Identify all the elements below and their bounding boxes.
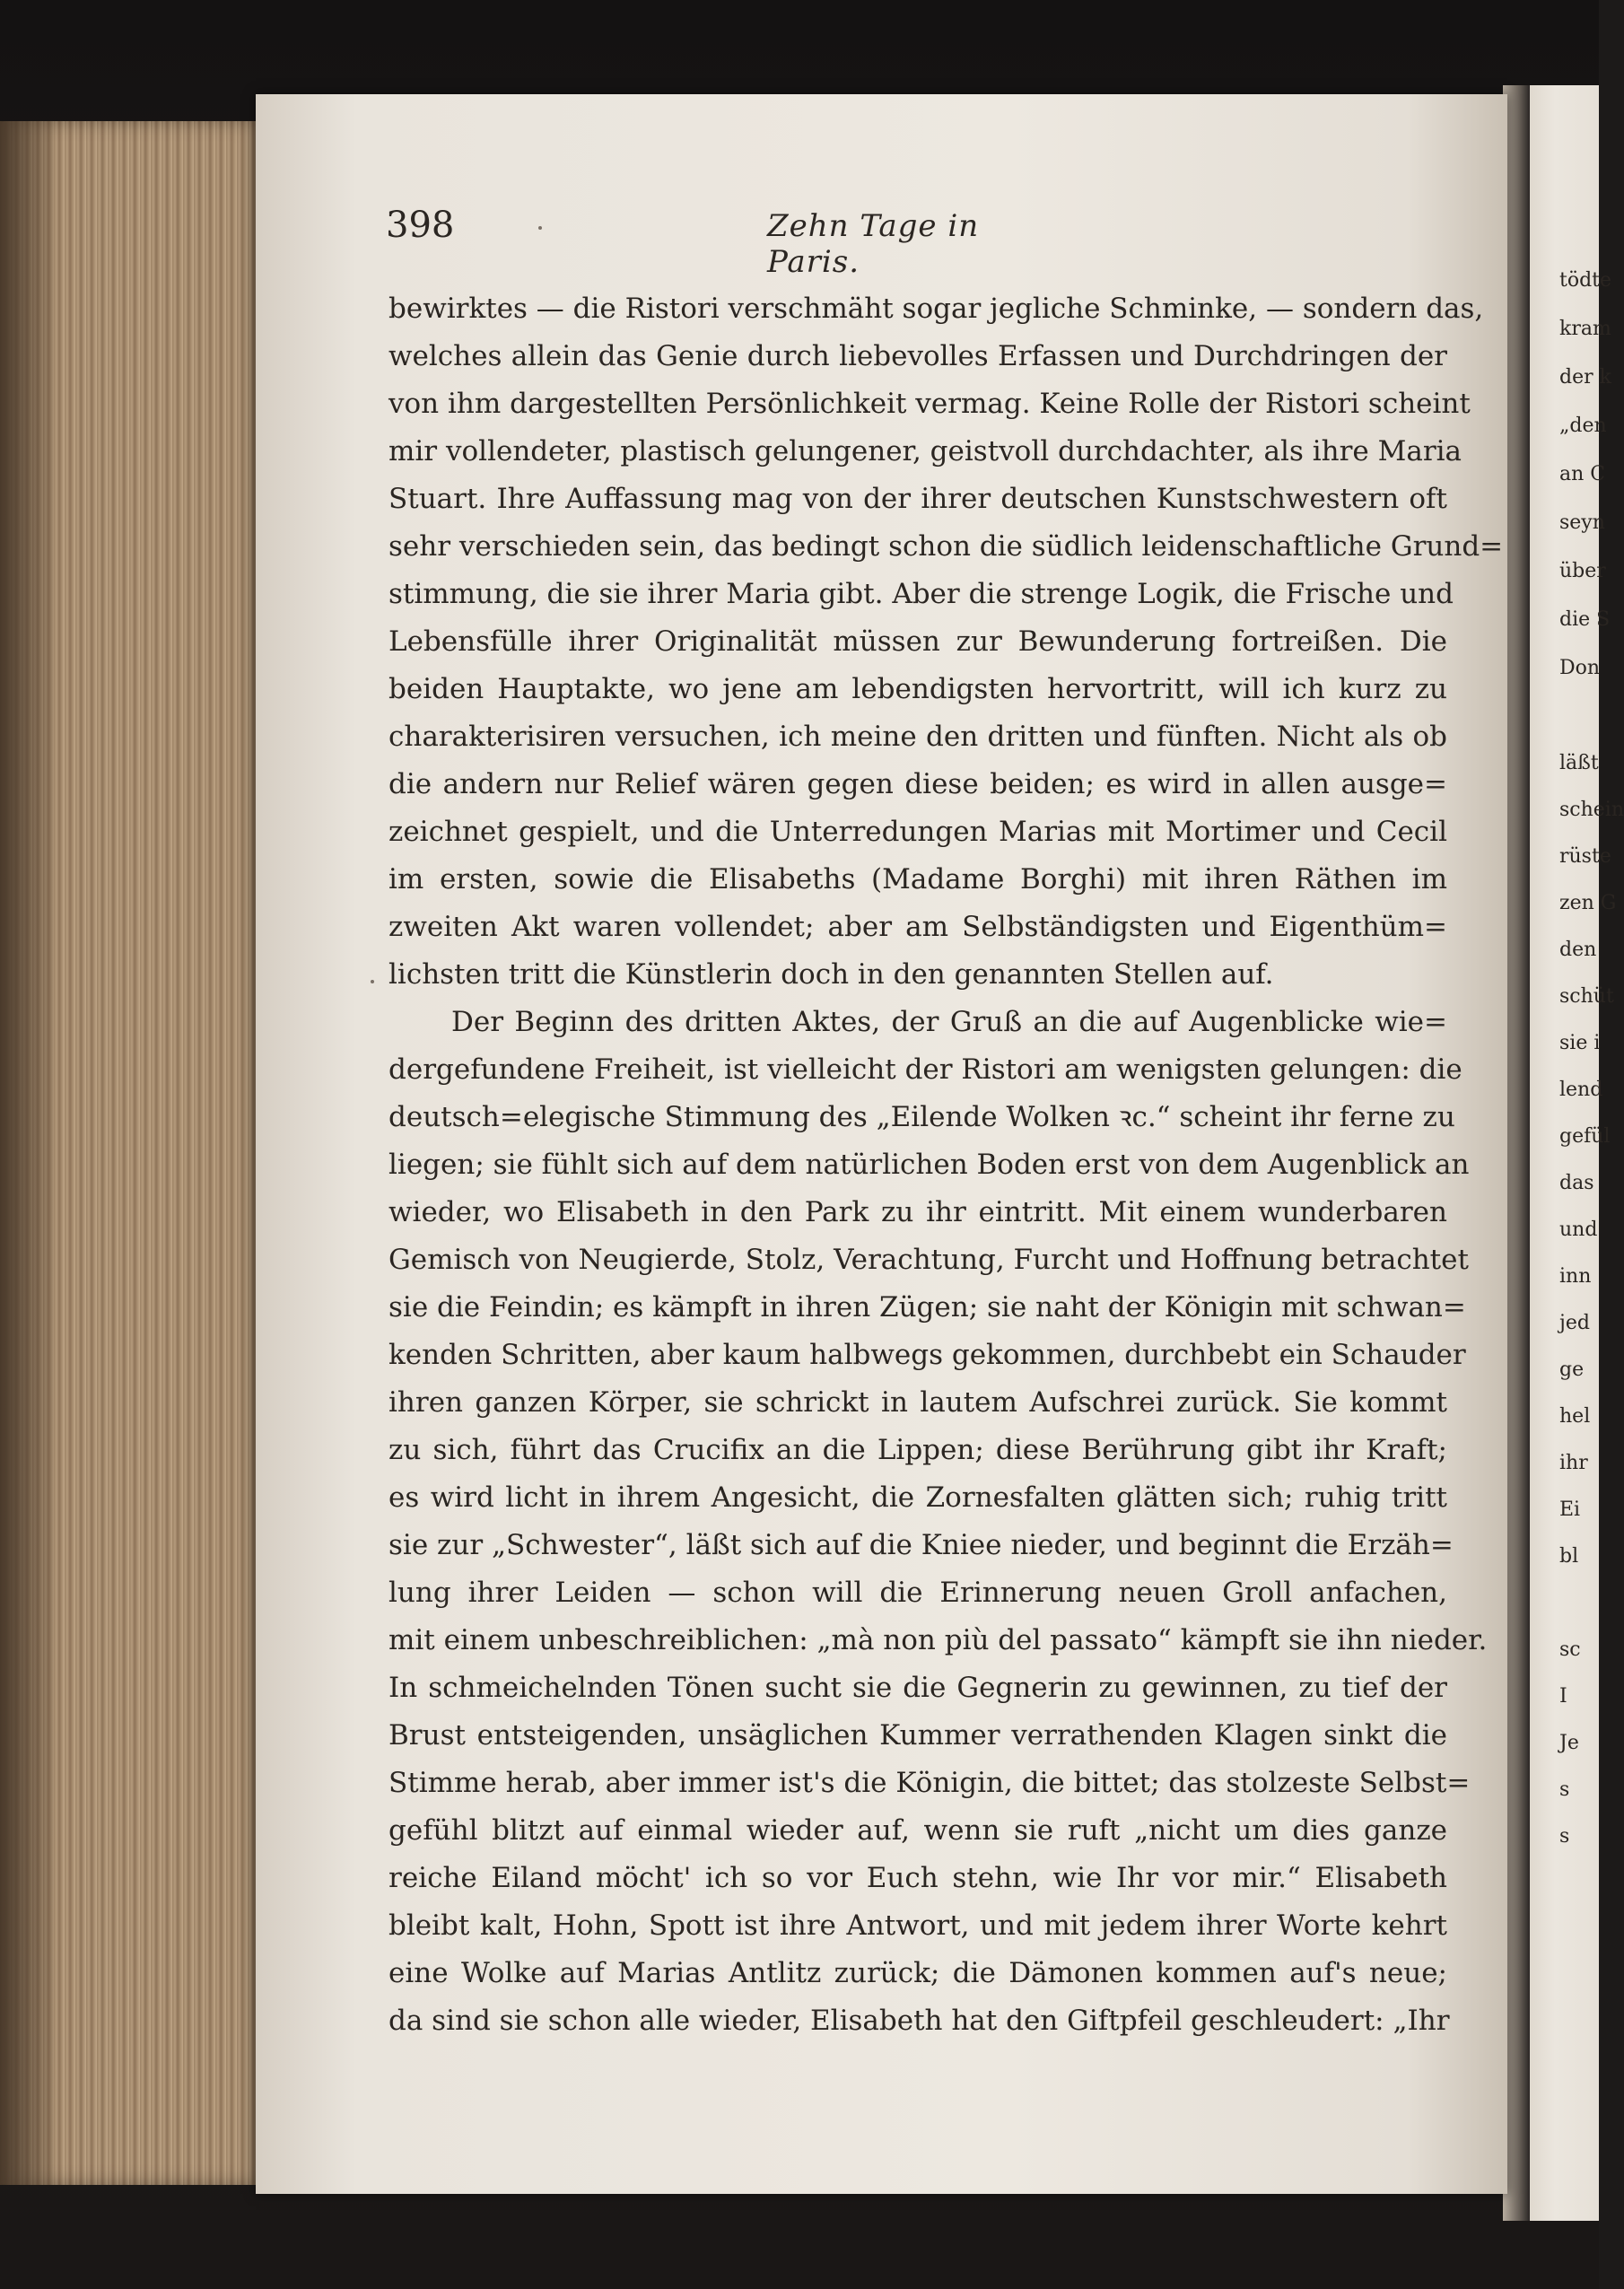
text-line: im ersten, sowie die Elisabeths (Madame Borghi) mit ihren Räthen im: [389, 863, 1447, 896]
page-header: [386, 205, 1054, 280]
page-edges-shadow: [0, 121, 54, 2185]
facing-text-fragment: an C: [1559, 463, 1606, 485]
text-line: zu sich, führt das Crucifix an die Lippen; diese Berührung gibt ihr Kraft;: [389, 1434, 1447, 1466]
text-line: reiche Eiland möcht' ich so vor Euch stehn, wie Ihr vor mir.“ Elisabeth: [389, 1862, 1447, 1894]
text-line: Lebensfülle ihrer Originalität müssen zur Bewunderung fortreißen. Die: [389, 625, 1447, 658]
facing-text-fragment: [1559, 705, 1599, 752]
page-number: 398: [386, 205, 455, 246]
facing-text-fragment: rüste: [1559, 845, 1611, 868]
running-title: Zehn Tage in Paris.: [767, 208, 980, 280]
text-line: liegen; sie fühlt sich auf dem natürlichen Boden erst von dem Augenblick an: [389, 1149, 1470, 1181]
facing-text-fragment: läßt: [1559, 752, 1599, 774]
text-line: Der Beginn des dritten Aktes, der Gruß an die auf Augenblicke wie=: [451, 1006, 1447, 1038]
text-line: lung ihrer Leiden — schon will die Erinnerung neuen Groll anfachen,: [389, 1577, 1447, 1609]
facing-text-fragment: Ei: [1559, 1498, 1581, 1521]
print-speck: [371, 980, 374, 983]
facing-text-fragment: bl: [1559, 1545, 1579, 1568]
text-line: ihren ganzen Körper, sie schrickt in lautem Aufschrei zurück. Sie kommt: [389, 1386, 1447, 1419]
text-line: wieder, wo Elisabeth in den Park zu ihr eintritt. Mit einem wunderbaren: [389, 1196, 1447, 1228]
text-line: Brust entsteigenden, unsäglichen Kummer verrathenden Klagen sinkt die: [389, 1719, 1447, 1752]
facing-text-fragment: gefül: [1559, 1125, 1611, 1148]
facing-text-fragment: über: [1559, 560, 1606, 582]
text-line: kenden Schritten, aber kaum halbwegs gekommen, durchbebt ein Schauder: [389, 1339, 1466, 1371]
body-text: [389, 285, 1504, 2045]
facing-text-fragment: I: [1559, 1685, 1567, 1708]
facing-text-fragment: die S: [1559, 608, 1611, 631]
text-line: es wird licht in ihrem Angesicht, die Zornesfalten glätten sich; ruhig tritt: [389, 1481, 1447, 1514]
text-line: da sind sie schon alle wieder, Elisabeth hat den Giftpfeil geschleudert: „Ihr: [389, 2005, 1450, 2037]
text-line: sehr verschieden sein, das bedingt schon die südlich leidenschaftliche Grund=: [389, 530, 1504, 563]
facing-text-fragment: inn: [1559, 1265, 1592, 1288]
facing-text-fragment: seyn: [1559, 511, 1605, 534]
text-line: bewirktes — die Ristori verschmäht sogar jegliche Schminke, — sondern das,: [389, 293, 1484, 325]
text-line: von ihm dargestellten Persönlichkeit vermag. Keine Rolle der Ristori scheint: [389, 388, 1471, 420]
facing-text-fragment: jed: [1559, 1312, 1590, 1334]
facing-text-fragment: s: [1559, 1825, 1570, 1848]
facing-text-fragment: den: [1559, 939, 1597, 961]
facing-text-fragment: s: [1559, 1778, 1570, 1801]
text-line: Stuart. Ihre Auffassung mag von der ihrer deutschen Kunstschwestern oft: [389, 483, 1447, 515]
text-line: zweiten Akt waren vollendet; aber am Selbständigsten und Eigenthüm=: [389, 911, 1447, 943]
facing-text-fragment: hel: [1559, 1405, 1591, 1428]
facing-text-fragment: ihr: [1559, 1452, 1588, 1474]
text-line: stimmung, die sie ihrer Maria gibt. Aber die strenge Logik, die Frische und: [389, 578, 1454, 610]
text-line: bleibt kalt, Hohn, Spott ist ihre Antwort, und mit jedem ihrer Worte kehrt: [389, 1909, 1447, 1942]
facing-text-fragment: und: [1559, 1219, 1598, 1241]
facing-text-fragment: Je: [1559, 1732, 1579, 1754]
facing-text-fragment: [1559, 1592, 1599, 1638]
facing-text-fragment: der k: [1559, 366, 1611, 389]
text-line: zeichnet gespielt, und die Unterredungen Marias mit Mortimer und Cecil: [389, 816, 1447, 848]
text-line: lichsten tritt die Künstlerin doch in den genannten Stellen auf.: [389, 958, 1274, 991]
facing-text-fragment: sc: [1559, 1638, 1581, 1661]
text-line: beiden Hauptakte, wo jene am lebendigsten hervortritt, will ich kurz zu: [389, 673, 1447, 705]
facing-text-fragment: lend: [1559, 1079, 1603, 1101]
facing-text-fragment: sie i: [1559, 1032, 1601, 1054]
text-line: sie die Feindin; es kämpft in ihren Zügen; sie naht der Königin mit schwan=: [389, 1291, 1466, 1324]
text-line: gefühl blitzt auf einmal wieder auf, wenn sie ruft „nicht um dies ganze: [389, 1814, 1447, 1847]
text-line: Gemisch von Neugierde, Stolz, Verachtung, Furcht und Hoffnung betrachtet: [389, 1244, 1469, 1276]
text-line: dergefundene Freiheit, ist vielleicht der Ristori am wenigsten gelungen: die: [389, 1053, 1462, 1086]
facing-text-fragment: „den: [1559, 415, 1607, 437]
facing-text-fragment: schein: [1559, 799, 1624, 821]
text-line: sie zur „Schwester“, läßt sich auf die Kniee nieder, und beginnt die Erzäh=: [389, 1529, 1454, 1561]
text-line: mit einem unbeschreiblichen: „mà non più del passato“ kämpft sie ihn nieder.: [389, 1624, 1488, 1656]
facing-text-fragment: ge: [1559, 1359, 1585, 1381]
text-line: eine Wolke auf Marias Antlitz zurück; die Dämonen kommen auf's neue;: [389, 1957, 1447, 1989]
text-line: deutsch=elegische Stimmung des „Eilende Wolken ꝛc.“ scheint ihr ferne zu: [389, 1101, 1455, 1133]
facing-page-text: [1559, 269, 1624, 1872]
text-line: die andern nur Relief wären gegen diese beiden; es wird in allen ausge=: [389, 768, 1447, 800]
text-line: charakterisiren versuchen, ich meine den dritten und fünften. Nicht als ob: [389, 721, 1447, 753]
print-speck: [538, 226, 542, 230]
facing-text-fragment: schüt: [1559, 985, 1614, 1008]
text-line: Stimme herab, aber immer ist's die Königin, die bittet; das stolzeste Selbst=: [389, 1767, 1471, 1799]
facing-text-fragment: tödte: [1559, 269, 1612, 292]
facing-text-fragment: das: [1559, 1172, 1594, 1194]
text-line: In schmeichelnden Tönen sucht sie die Gegnerin zu gewinnen, zu tief der: [389, 1672, 1447, 1704]
text-line: mir vollendeter, plastisch gelungener, geistvoll durchdachter, als ihre Maria: [389, 435, 1462, 467]
facing-text-fragment: zen G: [1559, 892, 1617, 914]
facing-text-fragment: Don: [1559, 657, 1601, 679]
facing-text-fragment: kram: [1559, 318, 1611, 340]
text-line: welches allein das Genie durch liebevolles Erfassen und Durchdringen der: [389, 340, 1447, 372]
